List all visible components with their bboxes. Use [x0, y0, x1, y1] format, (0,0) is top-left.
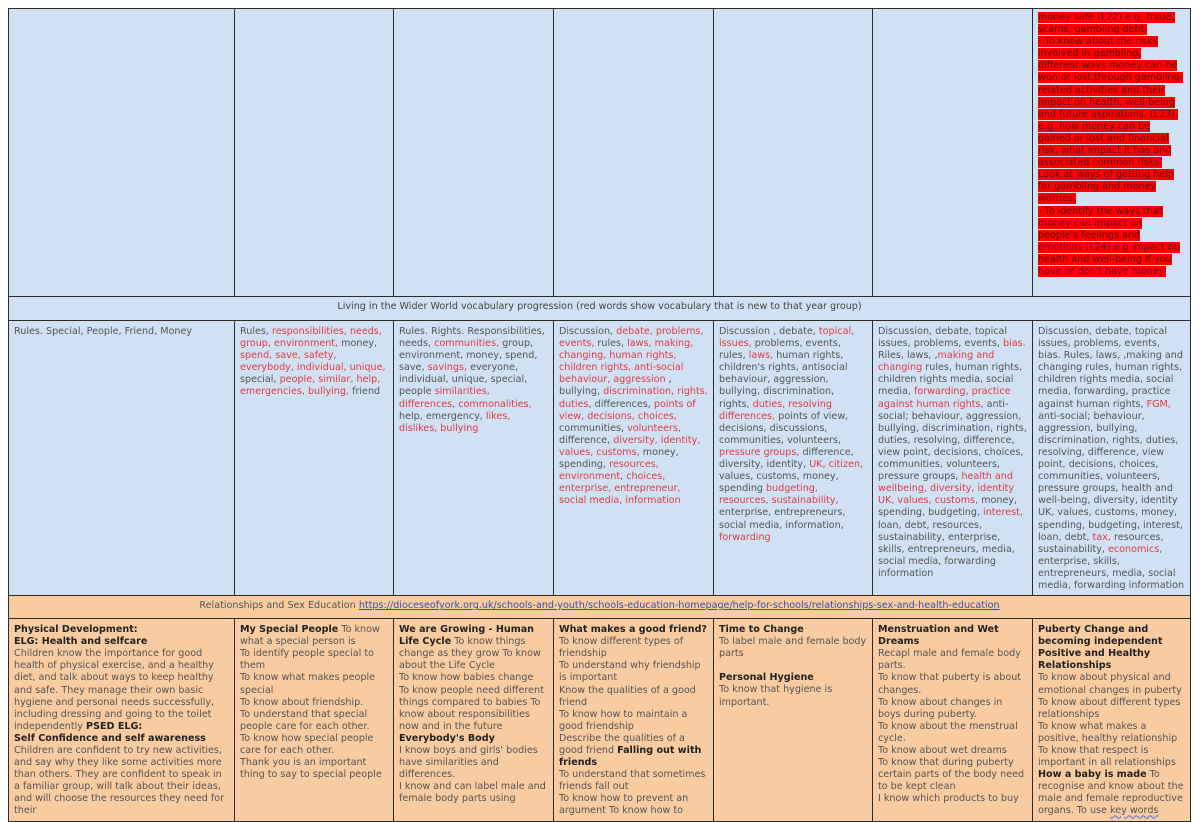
vocab-word: money, spending, budgeting,: [878, 495, 1018, 519]
new-vocab-word: points of view, decisions, choices,: [559, 398, 696, 422]
new-vocab-word: bias.: [1002, 338, 1026, 350]
vocab-cell-y5: [873, 321, 1033, 596]
rse-cell-y4: [714, 619, 873, 822]
learning-objective: Know the qualities of a good friend: [559, 684, 696, 708]
new-vocab-word: pressure groups,: [719, 446, 800, 458]
topic-heading: Puberty Change and becoming independent Positive and Healthy Relationships: [1038, 624, 1163, 672]
new-vocab-word: likes, dislikes, bullying: [399, 410, 511, 434]
learning-objective: To know different types of friendship: [559, 636, 684, 660]
vocab-cell-y1: [235, 321, 394, 596]
new-vocab-word: responsibilities, needs, group, environment,: [240, 326, 382, 350]
vocab-word: help, emergency,: [399, 410, 486, 422]
vocab-word: loan, debt, resources, sustainability, enterprise, skills, entrepreneurs, media, social media, forwarding information: [878, 519, 1015, 579]
topic-heading: PSED ELG:: [86, 720, 143, 732]
cell-y3-top: [554, 9, 714, 297]
vocab-cell-eyfs: [9, 321, 235, 596]
new-vocab-word: resources, environment, choices, enterprise, entrepreneur, social media, information: [559, 459, 681, 507]
new-vocab-word: tax,: [1092, 531, 1111, 543]
vocab-section-header-row: [9, 297, 1191, 321]
new-vocab-word: forwarding: [719, 531, 771, 543]
topic-heading: Falling out with friends: [559, 745, 702, 769]
learning-objective: To know that respect is important in all relationships: [1038, 745, 1176, 769]
learning-objective: To know how babies change: [399, 672, 534, 684]
new-vocab-word: UK, citizen,: [809, 459, 864, 471]
cell-y5-top: [873, 9, 1033, 297]
learning-objective: I know which products to buy: [878, 793, 1019, 805]
topic-heading: We are Growing - Human Life Cycle: [399, 624, 535, 648]
vocab-word: rules, human rights, children rights media, social media,: [878, 362, 1023, 398]
learning-objective: To know about wet dreams: [878, 745, 1007, 756]
vocab-word: anti-social; behaviour, aggression, bullying, discrimination, rights, duties, resolving, difference, view point, decisions, choices, communities, volunteers, pressure groups,: [878, 398, 1027, 483]
vocab-word: Riles, laws, ,: [878, 350, 938, 362]
learning-objective: Thank you is an important thing to say to special people: [240, 757, 382, 781]
vocab-word: differences,: [591, 398, 654, 410]
learning-objective: To understand that special people care for each other.: [240, 708, 370, 732]
new-vocab-word: FGM,: [1146, 398, 1171, 410]
new-vocab-word: volunteers,: [627, 422, 682, 434]
vocab-word: rules,: [594, 338, 628, 350]
vocab-word: money,: [338, 338, 378, 350]
learning-objective: To know that puberty is about changes.: [878, 672, 1022, 696]
rse-cell-y6: [1033, 619, 1191, 822]
learning-objective: To understand that sometimes friends fall out: [559, 769, 706, 793]
new-vocab-word: budgeting, resources, sustainability,: [719, 483, 839, 507]
rse-cell-y1: [235, 619, 394, 822]
rse-row: [9, 619, 1191, 822]
new-vocab-word: laws,: [748, 350, 774, 362]
vocab-word: difference,: [559, 434, 614, 446]
learning-objective: To know about friendship.: [240, 696, 364, 708]
new-vocab-word: duties, resolving differences,: [719, 398, 832, 422]
learning-objective: To label male and female body parts: [719, 636, 867, 660]
vocab-word: enterprise, entrepreneurs, social media, information,: [719, 507, 846, 531]
learning-objective: To know what makes a positive, healthy relationship: [1038, 720, 1178, 744]
vocab-word: difference, diversity, identity,: [719, 446, 854, 471]
curriculum-progression-table: [8, 8, 1191, 822]
learning-objective: I know and can label male and female body parts using: [399, 781, 546, 805]
learning-objective: To know what makes people special: [240, 672, 376, 696]
highlighted-text-3: - To identify the ways that money can impact on people's feelings and emotions (L24) e.g impact on health and well-being if you have or don't have money.: [1038, 205, 1180, 277]
new-vocab-word: economics,: [1107, 543, 1163, 555]
learning-objective: To know about the menstrual cycle.: [878, 720, 1018, 744]
vocab-word: group, environment, money, spend, save,: [399, 338, 538, 374]
new-vocab-word: diversity, identity, values, customs,: [559, 434, 701, 458]
new-vocab-word: laws, making, changing, human rights, children rights, anti-social behaviour, aggression: [559, 338, 694, 386]
vocab-word: money, spending,: [559, 446, 679, 471]
new-vocab-word: similarities, differences, commonalities,: [399, 386, 532, 410]
vocab-word: , bullying,: [559, 374, 672, 398]
vocab-word: problems, events, rules,: [719, 338, 841, 362]
vocab-word: anti-social; behaviour, aggression, bullying, discrimination, rights, duties, resolving, difference, view point, decisions, choices, communities, volunteers, pressure groups, health and well-being, diversity, identity UK, values, customs, money, spending, budgeting, interest, loan, debt,: [1038, 410, 1183, 543]
vocab-section-title: Living in the Wider World vocabulary progression (red words show vocabulary that is new to that year group): [9, 297, 1191, 321]
vocab-word: resources, sustainability,: [1038, 531, 1164, 555]
highlighted-text-1: money safe (L22) e.g. fraud, scams, gambling debt.: [1038, 12, 1175, 36]
topic-heading: Physical Development:: [14, 624, 138, 636]
vocab-cell-y4: [714, 321, 873, 596]
cell-y6-top: [1033, 9, 1191, 297]
cell-eyfs-top: [9, 9, 235, 297]
new-vocab-word: people, similar, help, emergencies, bullying,: [240, 374, 381, 398]
vocab-word: points of view, decisions, discussions, communities, volunteers,: [719, 410, 849, 446]
vocab-word: Discussion , debate,: [719, 326, 819, 337]
new-vocab-word: making and changing: [878, 350, 995, 374]
vocab-cell-y2: [394, 321, 554, 596]
cell-y2-top: [394, 9, 554, 297]
learning-objective: To know about physical and emotional changes in puberty: [1038, 672, 1182, 696]
learning-objective: To know that hygiene is important.: [719, 684, 833, 708]
learning-objective: Children know the importance for good health of physical exercise, and a healthy diet, and talk about ways to keep healthy and safe. They manage their own basic hygiene and personal needs successfully, including dressing and going to the toilet independently: [14, 648, 215, 732]
new-vocab-word: savings,: [427, 362, 468, 374]
rse-cell-eyfs: [9, 619, 235, 822]
cell-y1-top: [235, 9, 394, 297]
new-vocab-word: communities,: [434, 338, 500, 350]
vocab-word: Discussion,: [559, 326, 617, 337]
topic-heading: Everybody's Body: [399, 732, 495, 744]
learning-objective: To know about changes in boys during puberty.: [878, 696, 1003, 720]
vocab-word: Discussion, debate, topical issues, problems, events, bias. Rules, laws, ,making and changing rules, human rights, children rights media, social media, forwarding, practice against human rights,: [1038, 326, 1183, 410]
learning-objective: To know how to prevent an argument To know how to: [559, 793, 689, 817]
new-vocab-word: topical, issues,: [719, 326, 855, 350]
new-vocab-word: spend, save, safety, everybody, individual, unique,: [240, 350, 386, 374]
topic-heading: Time to Change: [719, 624, 804, 636]
vocab-word: Discussion, debate, topical issues, problems, events,: [878, 326, 1008, 350]
learning-objective: To identify people special to them: [240, 648, 374, 672]
vocab-word: special,: [240, 374, 280, 386]
learning-objective: To recognise and know about the male and female reproductive organs. To use: [1038, 769, 1184, 817]
learning-objective: To understand why friendship is important: [559, 660, 701, 684]
rse-resource-link[interactable]: https://dioceseofyork.org.uk/schools-and-youth/schools-education-homepage/help-for-schools/relationships-sex-and-health-education: [358, 600, 1000, 612]
learning-objective: To know how special people care for each other.: [240, 732, 374, 756]
new-vocab-word: health and wellbeing, diversity, identity UK, values, customs,: [878, 471, 1015, 507]
new-vocab-word: discrimination, rights, duties,: [559, 386, 708, 410]
vocab-cell-y6: [1033, 321, 1191, 596]
rse-section-title: Relationships and Sex Education: [199, 600, 356, 612]
learning-objective: Describe the qualities of a good friend: [559, 732, 685, 756]
learning-objective: Children are confident to try new activities, and say why they like some activities more than others. They are confident to speak in a familiar group, will talk about their ideas, and will choose the resources they need for their: [14, 745, 225, 817]
rse-section-header-row: [9, 596, 1191, 619]
vocab-word: Rules,: [240, 326, 272, 337]
vocab-word: everyone, individual, unique, special, people: [399, 362, 528, 398]
topic-heading: My Special People: [240, 624, 339, 636]
vocab-word: enterprise, skills, entrepreneurs, media, social media, forwarding information: [1038, 555, 1185, 591]
learning-objective: To know that during puberty certain parts of the body need to be kept clean: [878, 757, 1025, 793]
learning-objective: To know how to maintain a good friendship: [559, 708, 688, 732]
cell-y4-top: [714, 9, 873, 297]
vocab-word: communities,: [559, 422, 628, 434]
topic-heading: What makes a good friend?: [559, 624, 707, 636]
vocab-word: human rights, children's rights, antisocial behaviour, aggression, bullying, discrimination, rights,: [719, 350, 848, 410]
learning-objective: To know about different types relationships: [1038, 696, 1181, 720]
vocab-word: Rules. Rights. Responsibilities, needs,: [399, 326, 545, 350]
rse-cell-y2: [394, 619, 554, 822]
new-vocab-word: interest,: [983, 507, 1023, 519]
rse-cell-y5: [873, 619, 1033, 822]
top-content-row: [9, 9, 1191, 297]
vocab-row: [9, 321, 1191, 596]
topic-heading: Personal Hygiene: [719, 672, 814, 684]
learning-objective: To know people need different things compared to babies To know about responsibilities now and in the future: [399, 684, 544, 732]
rse-cell-y3: [554, 619, 714, 822]
topic-heading: How a baby is made: [1038, 769, 1147, 781]
topic-heading: Self Confidence and self awareness: [14, 732, 206, 744]
topic-heading: Menstruation and Wet Dreams: [878, 624, 999, 648]
spellcheck-flagged-text: key words: [1109, 805, 1159, 817]
vocab-cell-y3: [554, 321, 714, 596]
vocab-word: friend: [349, 386, 381, 398]
spacer: [719, 660, 867, 672]
learning-objective: To know things change as they grow To know about the Life Cycle: [399, 636, 541, 672]
learning-objective: I know boys and girls' bodies have similarities and differences.: [399, 745, 538, 781]
topic-heading: ELG: Health and selfcare: [14, 636, 148, 648]
new-vocab-word: debate, problems, events,: [559, 326, 704, 350]
learning-objective: To know what a special person is: [240, 624, 380, 648]
rse-section-header: [9, 596, 1191, 619]
highlighted-text-2: - To know about the risks involved in gambling, different ways money can be won or lost through gambling-related activities and their impact on health, well-being and future aspirations. (L23). e.g. how money can be gained or lost and financial risk, what impact it has and associated common risks. Look at ways of getting help for gambling and money worries.: [1038, 36, 1184, 205]
new-vocab-word: forwarding, practice against human rights,: [878, 386, 1011, 410]
learning-objective: Recapl male and female body parts.: [878, 648, 1021, 672]
vocab-word: Rules. Special, People, Friend, Money: [14, 326, 193, 337]
vocab-word: values, customs, money, spending: [719, 471, 839, 495]
